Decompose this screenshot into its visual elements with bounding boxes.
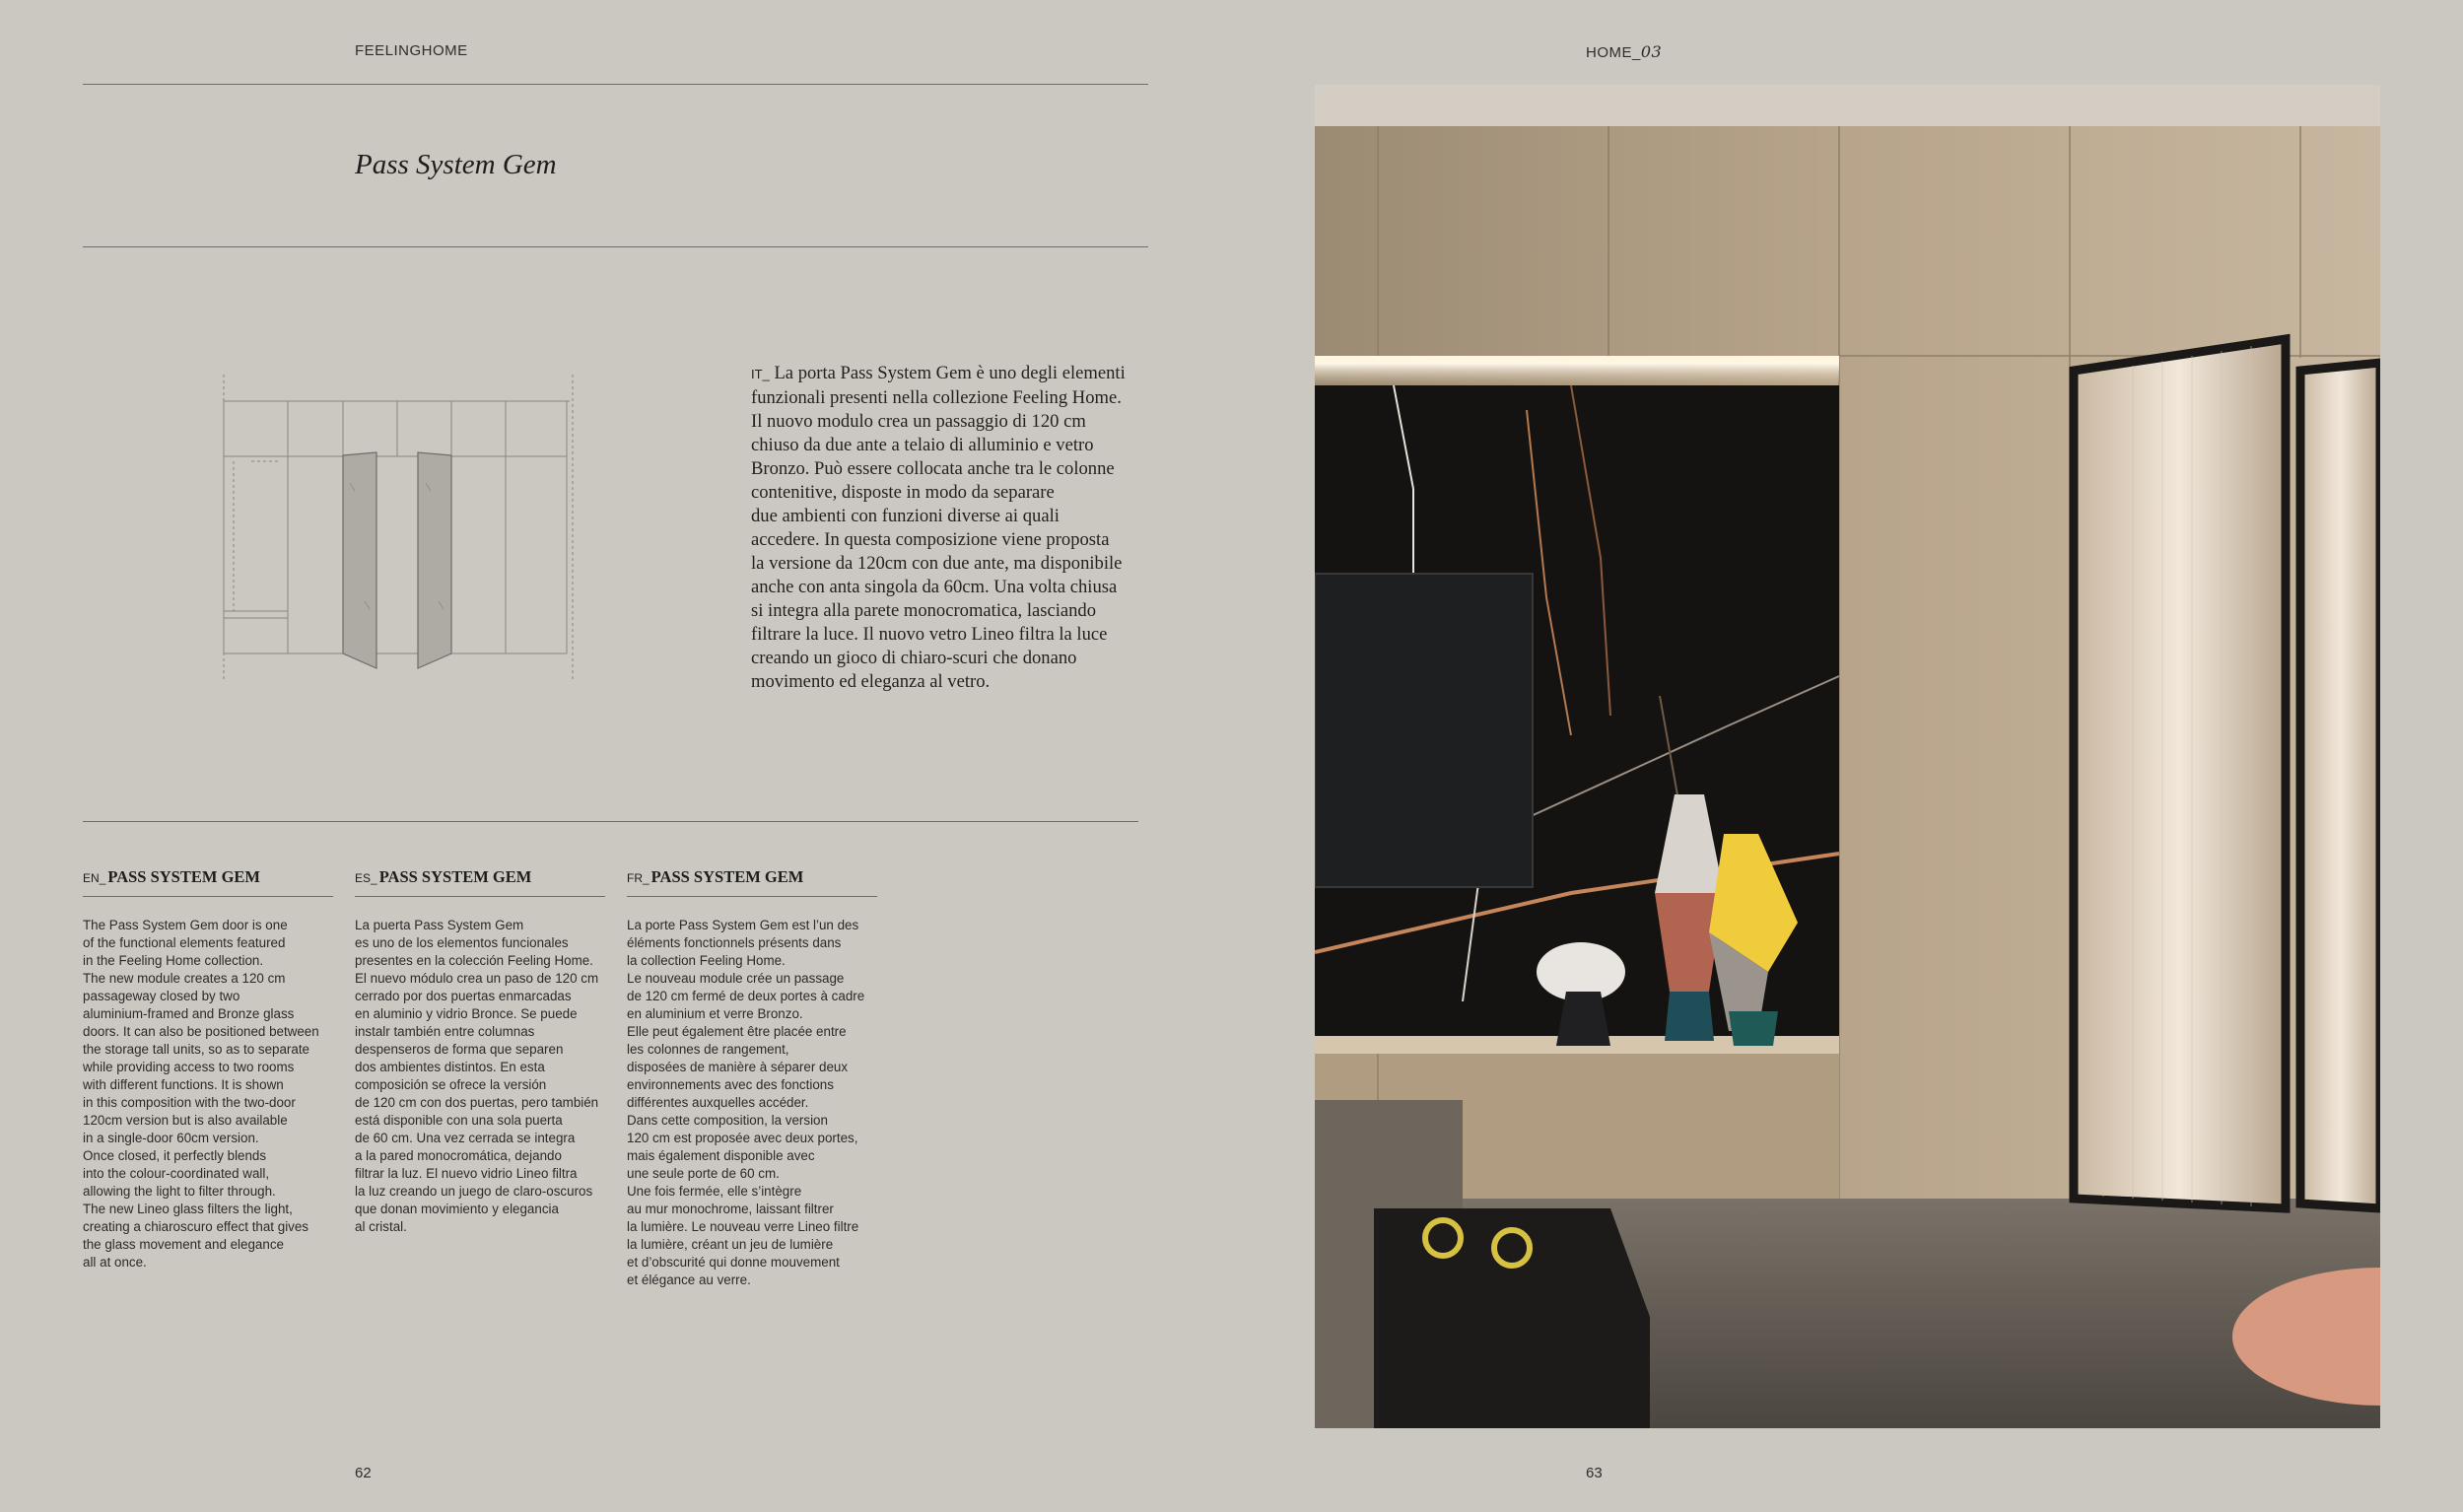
italian-description [751, 362, 1195, 694]
column-heading [355, 867, 605, 887]
column-fr [627, 867, 877, 1289]
interior-photo-icon [1315, 85, 2380, 1428]
column-heading-text: PASS SYSTEM GEM [107, 867, 260, 886]
page-title: Pass System Gem [355, 149, 557, 180]
column-prefix: EN_ [83, 871, 106, 885]
section-rule [83, 821, 1138, 822]
title-rule [83, 246, 1148, 247]
interior-photo [1315, 85, 2380, 1428]
column-text: The Pass System Gem door is one of the functional elements featured in the Feeling Home collection. The new module creates a 120 cm passageway closed by two aluminium-framed and Bronze glass doors. It can also be positioned between the storage tall units, so as to separate while providing access to two rooms with different functions. It is shown in this composition with the two-door 120cm version but is also available in a single-door 60cm version. Once closed, it perfectly blends into the colour-coordinated wall, allowing the light to filter through. The new Lineo glass filters the light, creating a chiaroscuro effect that gives the glass movement and elegance all at once. [83, 918, 319, 1270]
header-right-number: 03 [1640, 42, 1663, 61]
column-rule [83, 896, 333, 897]
column-prefix: FR_ [627, 871, 650, 885]
top-rule [83, 84, 1148, 85]
column-rule [355, 896, 605, 897]
header-left-label: FEELINGHOME [355, 42, 468, 59]
column-prefix: ES_ [355, 871, 377, 885]
column-rule [627, 896, 877, 897]
page-number-left: 62 [355, 1465, 372, 1481]
column-text: La porte Pass System Gem est l’un des éléments fonctionnels présents dans la collection Feeling Home. Le nouveau module crée un passage de 120 cm fermé de deux portes à cadre en aluminium et verre Bronzo. Elle peut également être placée entre les colonnes de rangement, disposées de manière à séparer deux environnements avec des fonctions différentes auxquelles accéder. Dans cette composition, la version 120 cm est proposée avec deux portes, mais également disponible avec une seule porte de 60 cm. Une fois fermée, elle s’intègre au mur monochrome, laissant filtrer la lumière. Le nouveau verre Lineo filtre la lumière, créant un jeu de lumière et d’obscurité qui donne mouvement et élégance au verre. [627, 918, 865, 1287]
header-right-prefix: HOME_ [1586, 44, 1641, 61]
column-en [83, 867, 333, 1271]
column-heading-text: PASS SYSTEM GEM [650, 867, 804, 886]
italian-prefix: IT_ [751, 367, 770, 381]
wardrobe-line-drawing-icon [217, 375, 582, 680]
header-right-label [1586, 42, 1662, 61]
column-heading-text: PASS SYSTEM GEM [378, 867, 532, 886]
column-es [355, 867, 605, 1236]
page-number-right: 63 [1586, 1465, 1603, 1481]
column-text: La puerta Pass System Gem es uno de los elementos funcionales presentes en la colección Feeling Home. El nuevo módulo crea un paso de 120 cm cerrado por dos puertas enmarcadas en aluminio y vidrio Bronce. Se puede instalr también entre columnas despenseros de forma que separen dos ambientes distintos. En esta composición se ofrece la versión de 120 cm con dos puertas, pero también está disponible con una sola puerta de 60 cm. Una vez cerrada se integra a la pared monocromática, dejando filtrar la luz. El nuevo vidrio Lineo filtra la luz creando un juego de claro-oscuros que donan movimiento y elegancia al cristal. [355, 918, 599, 1234]
column-heading [83, 867, 333, 887]
italian-text: La porta Pass System Gem è uno degli elementi funzionali presenti nella collezione Feeling Home. Il nuovo modulo crea un passaggio di 120 cm chiuso da due ante a telaio di alluminio e vetro Bronzo. Può essere collocata anche tra le colonne contenitive, disposte in modo da separare due ambienti con funzioni diverse ai quali accedere. In questa composizione viene proposta la versione da 120cm con due ante, ma disponibile anche con anta singola da 60cm. Una volta chiusa si integra alla parete monocromatica, lasciando filtrare la luce. Il nuovo vetro Lineo filtra la luce creando un gioco di chiaro-scuri che donano movimento ed eleganza al vetro. [751, 363, 1126, 692]
column-heading [627, 867, 877, 887]
